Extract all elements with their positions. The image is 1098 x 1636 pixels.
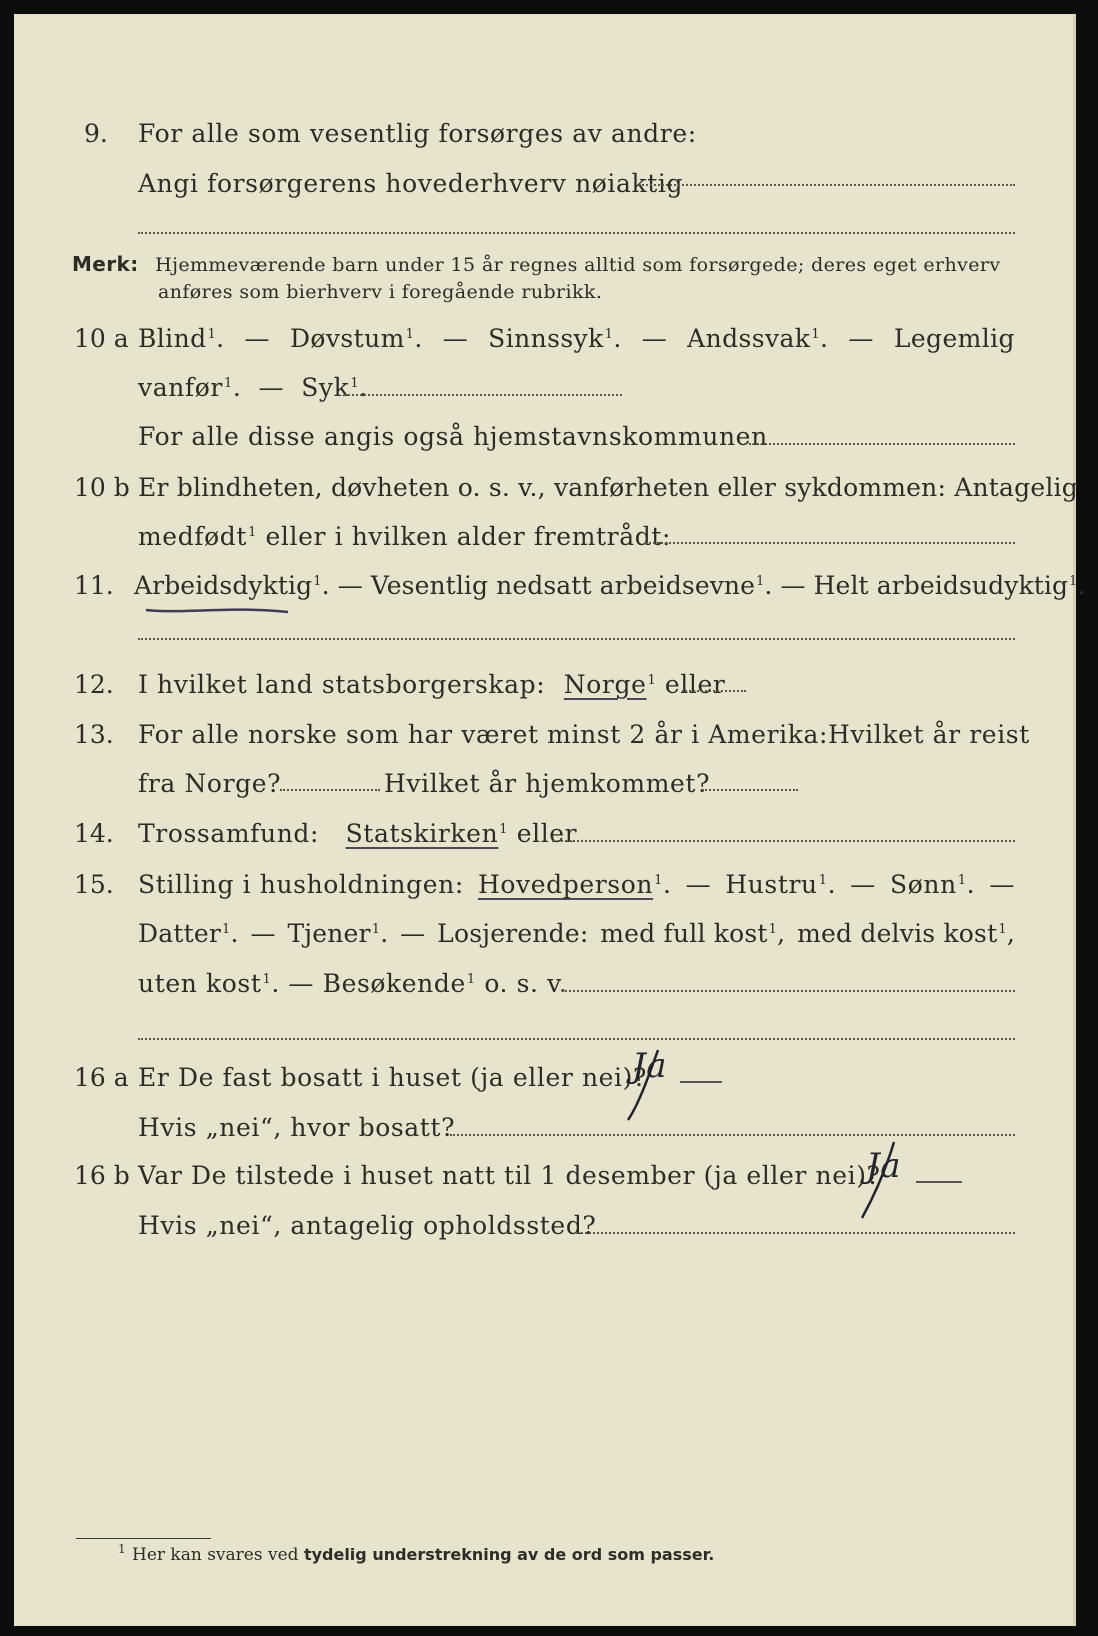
item-number-9: 9. <box>84 119 108 148</box>
item-16b-handwritten-answer: Ja <box>866 1146 902 1186</box>
item-10b-question: Er blindheten, døvheten o. s. v., vanførheten eller sykdommen: Antagelig <box>138 473 1078 502</box>
item-12-answer-field[interactable] <box>682 690 746 692</box>
item-15-line3: uten kost$^1$. — Besøkende$^1$ o. s. v. <box>138 969 568 998</box>
note-label: Merk: <box>72 252 139 276</box>
item-9-question: For alle som vesentlig forsørges av andre: <box>138 119 697 148</box>
item-10b-answer-field[interactable] <box>646 542 1015 544</box>
item-15-answer-field[interactable] <box>562 990 1015 992</box>
item-number-11: 11. <box>74 571 114 600</box>
item-15-label: Stilling i husholdningen: <box>138 870 464 899</box>
item-number-14: 14. <box>74 819 114 848</box>
item-12-question: I hvilket land statsborgerskap: Norge$^1$ eller <box>138 670 726 699</box>
item-10a-line2: vanfør$^1$. — Syk$^1$. <box>138 373 368 402</box>
item-16b-followup: Hvis „nei“, antagelig opholdssted? <box>138 1211 597 1240</box>
option-besokende[interactable]: Besøkende <box>322 969 466 998</box>
option-legemlig[interactable]: Legemlig <box>893 324 1015 353</box>
item-13-hjemkommet-field[interactable] <box>702 789 798 791</box>
item-15-line1: Stilling i husholdningen: Hovedperson$^1$. — Hustru$^1$. — Sønn$^1$. — <box>138 870 1015 899</box>
item-9-subquestion: Angi forsørgerens hovederhverv nøiaktig <box>138 169 684 198</box>
item-16b-question: Var De tilstede i huset natt til 1 desember (ja eller nei)? <box>138 1161 881 1190</box>
item-number-10b: 10 b <box>74 473 130 502</box>
underline-mark-arbeidsdyktig <box>142 602 292 618</box>
footnote-rule <box>76 1538 211 1539</box>
footnote-text <box>132 1544 714 1566</box>
item-14-label: Trossamfund: <box>138 819 320 848</box>
item-number-10a: 10 a <box>74 324 129 353</box>
item-16a-handwritten-answer: Ja <box>632 1046 668 1086</box>
option-helt-arbeidsudyktig[interactable]: Helt arbeidsudyktig <box>813 571 1069 600</box>
option-hovedperson[interactable]: Hovedperson <box>477 870 654 899</box>
item-10a-line3: For alle disse angis også hjemstavnskommunen <box>138 422 768 451</box>
item-16b-handwriting-stroke <box>826 1134 966 1224</box>
item-14-question: Trossamfund: Statskirken$^1$ eller <box>138 819 578 848</box>
footnote-marker: 1 <box>118 1542 126 1556</box>
footnote-part2: tydelig understrekning av de ord som passer. <box>303 1545 715 1564</box>
note-text-1: Hjemmeværende barn under 15 år regnes alltid som forsørgede; deres eget erhverv <box>155 254 1001 276</box>
item-14-eller: eller <box>516 819 578 848</box>
item-13-part1: For alle norske som har været minst 2 år i Amerika: <box>138 720 828 749</box>
option-hustru[interactable]: Hustru <box>725 870 818 899</box>
item-10a-answer-field[interactable] <box>344 394 622 396</box>
census-form-page <box>14 14 1086 1626</box>
item-13-question <box>138 719 1030 751</box>
item-9-answer-field-2[interactable] <box>138 232 1015 234</box>
item-13-reist-label: fra Norge? <box>138 769 282 798</box>
option-arbeidsdyktig[interactable]: Arbeidsdyktig <box>134 571 313 600</box>
item-11-answer-field[interactable] <box>138 638 1015 640</box>
item-10a-options: Blind$^1$. — Døvstum$^1$. — Sinnssyk$^1$. — Andssvak$^1$. — Legemlig <box>138 324 1015 353</box>
item-10b-line2-text: eller i hvilken alder fremtrådt: <box>265 522 671 551</box>
footnote-part1: Her kan svares ved <box>132 1545 299 1565</box>
item-13-part2: Hvilket år reist <box>828 720 1030 749</box>
item-16a-handwriting-stroke <box>610 1042 730 1128</box>
item-number-12: 12. <box>74 670 114 699</box>
option-blind[interactable]: Blind <box>138 324 207 353</box>
option-med-full-kost[interactable]: med full kost <box>600 919 768 948</box>
item-12-label: I hvilket land statsborgerskap: <box>138 670 546 699</box>
item-15-answer-field-2[interactable] <box>138 1038 1015 1040</box>
option-dovstum[interactable]: Døvstum <box>289 324 405 353</box>
item-number-15: 15. <box>74 870 114 899</box>
option-medfodt[interactable]: medfødt <box>138 522 248 551</box>
page-edge <box>1073 14 1076 1626</box>
option-vanfor[interactable]: vanfør <box>138 373 223 402</box>
item-16a-question: Er De fast bosatt i huset (ja eller nei)? <box>138 1063 647 1092</box>
item-10a-hometown-field[interactable] <box>744 443 1015 445</box>
note-block <box>72 252 1000 277</box>
option-norge[interactable]: Norge <box>563 670 647 699</box>
item-15-line2: Datter$^1$. — Tjener$^1$. — Losjerende: med full kost$^1$, med delvis kost$^1$, <box>138 919 1015 948</box>
option-tjener[interactable]: Tjener <box>287 919 371 948</box>
item-11-options: Arbeidsdyktig$^1$. — Vesentlig nedsatt arbeidsevne$^1$. — Helt arbeidsudyktig$^1$. <box>134 571 1086 600</box>
item-16b-answer-field[interactable] <box>576 1232 1015 1234</box>
option-vesentlig-nedsatt[interactable]: Vesentlig nedsatt arbeidsevne <box>370 571 756 600</box>
item-number-16a: 16 a <box>74 1063 129 1092</box>
option-andssvak[interactable]: Andssvak <box>687 324 811 353</box>
item-14-answer-field[interactable] <box>552 840 1015 842</box>
item-12-eller: eller <box>664 670 726 699</box>
option-sonn[interactable]: Sønn <box>890 870 957 899</box>
item-number-16b: 16 b <box>74 1161 130 1190</box>
option-uten-kost[interactable]: uten kost <box>138 969 262 998</box>
note-text-2: anføres som bierhverv i foregående rubrikk. <box>158 281 603 303</box>
item-9-answer-field[interactable] <box>639 184 1015 186</box>
item-16a-followup: Hvis „nei“, hvor bosatt? <box>138 1113 456 1142</box>
option-losjerende: Losjerende: <box>437 919 589 948</box>
item-10b-line2: medfødt$^1$ eller i hvilken alder fremtrådt: <box>138 522 671 551</box>
item-13-reist-field[interactable] <box>280 789 380 791</box>
item-13-hjemkommet-label: Hvilket år hjemkommet? <box>384 769 711 798</box>
item-number-13: 13. <box>74 720 114 749</box>
option-sinnssyk[interactable]: Sinnssyk <box>488 324 604 353</box>
option-statskirken[interactable]: Statskirken <box>345 819 499 848</box>
option-datter[interactable]: Datter <box>138 919 221 948</box>
option-med-delvis-kost[interactable]: med delvis kost <box>797 919 998 948</box>
option-syk[interactable]: Syk <box>301 373 350 402</box>
item-15-osv: o. s. v. <box>484 969 568 998</box>
